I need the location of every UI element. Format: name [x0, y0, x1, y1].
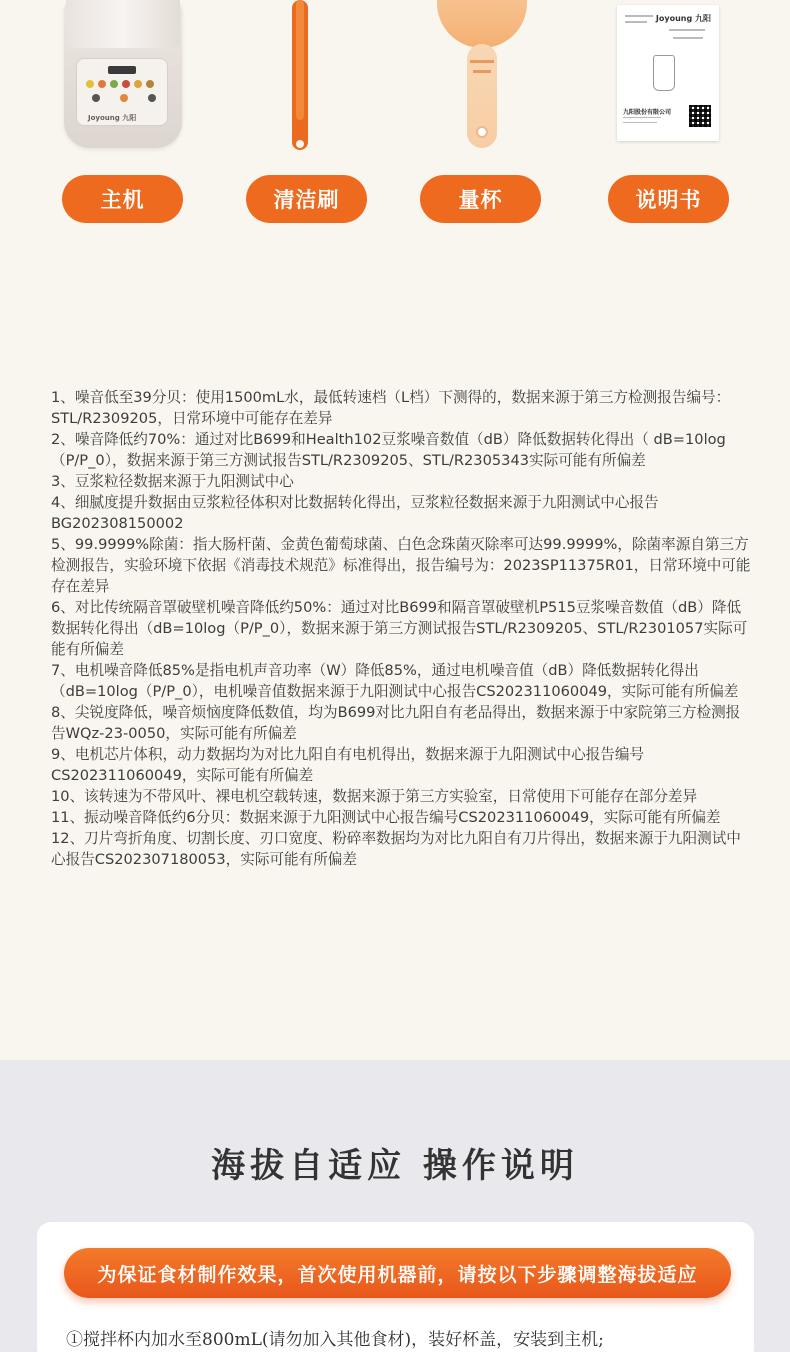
- blender-brand: Joyoung 九阳: [88, 114, 137, 122]
- note-item: 10、该转速为不带风叶、裸电机空载转速，数据来源于第三方实验室，日常使用下可能存在部分差异: [51, 788, 698, 805]
- note-item: 11、振动噪音降低约6分贝：数据来源于九阳测试中心报告编号CS202311060049，实际可能有所偏差: [51, 809, 721, 826]
- note-item: 8、尖锐度降低，噪音烦恼度降低数值，均为B699对比九阳自有老品得出，数据来源于中家院第三方检测报告WQz-23-0050，实际可能有所偏差: [51, 704, 741, 742]
- manual-icon: [617, 5, 719, 141]
- note-item: 4、细腻度提升数据由豆浆粒径体积对比数据转化得出，豆浆粒径数据来源于九阳测试中心报告BG202308150002: [51, 494, 659, 532]
- note-item: 5、99.9999%除菌：指大肠杆菌、金黄色葡萄球菌、白色念珠菌灭除率可达99.9999%，除菌率源自第三方检测报告，实验环境下依据《消毒技术规范》标准得出，报告编号为：2023SP11375R01，日常环境中可能存在差异: [51, 536, 751, 595]
- label-manual[interactable]: 说明书: [608, 175, 729, 223]
- note-item: 12、刀片弯折角度、切割长度、刃口宽度、粉碎率数据均为对比九阳自有刀片得出，数据来源于九阳测试中心报告CS202307180053，实际可能有所偏差: [51, 830, 741, 868]
- accessory-list: [0, 0, 790, 240]
- note-item: 9、电机芯片体积，动力数据均为对比九阳自有电机得出，数据来源于九阳测试中心报告编号CS202311060049，实际可能有所偏差: [51, 746, 645, 784]
- disclaimer-notes: [51, 387, 751, 870]
- section-title: 海拔自适应 操作说明: [211, 1146, 579, 1186]
- note-item: 7、电机噪音降低85%是指电机声音功率（W）降低85%，通过电机噪音值（dB）降低数据转化得出（dB=10log（P/P_0），电机噪音值数据来源于九阳测试中心报告CS202311060049，实际可能有所偏差: [51, 662, 739, 700]
- manual-company: 九阳股份有限公司: [623, 109, 672, 116]
- manual-brand: Joyoung 九阳: [655, 14, 711, 23]
- label-measuring-cup[interactable]: 量杯: [420, 175, 541, 223]
- instruction-banner: 为保证食材制作效果，首次使用机器前，请按以下步骤调整海拔适应: [64, 1248, 731, 1298]
- step-1-text: ①搅拌杯内加水至800mL(请勿加入其他食材)，装好杯盖，安装到主机;: [66, 1330, 604, 1350]
- note-item: 2、噪音降低约70%：通过对比B699和Health102豆浆噪音数值（dB）降低数据转化得出（ dB=10log（P/P_0），数据来源于第三方测试报告STL/R2309205、STL/R2305343实际可能有所偏差: [51, 431, 726, 469]
- label-cleaning-brush[interactable]: 清洁刷: [246, 175, 367, 223]
- note-item: 6、对比传统隔音罩破壁机噪音降低约50%：通过对比B699和隔音罩破壁机P515豆浆噪音数值（dB）降低数据转化得出（dB=10log（P/P_0），数据来源于第三方测试报告STL/R2309205、STL/R2301057实际可能有所偏差: [51, 599, 748, 658]
- label-main-unit[interactable]: 主机: [62, 175, 183, 223]
- note-item: 1、噪音低至39分贝：使用1500mL水，最低转速档（L档）下测得的，数据来源于第三方检测报告编号：STL/R2309205，日常环境中可能存在差异: [51, 389, 731, 427]
- note-item: 3、豆浆粒径数据来源于九阳测试中心: [51, 473, 294, 490]
